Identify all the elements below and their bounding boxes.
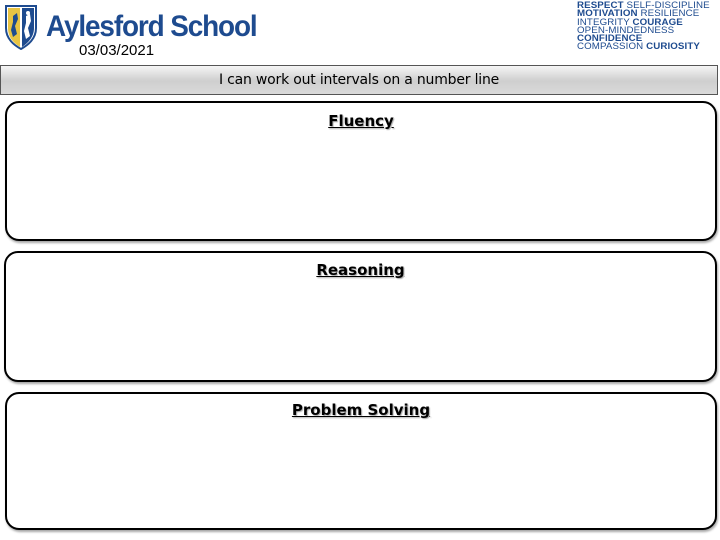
- learning-objective-bar: [0, 65, 718, 95]
- school-values-line: [577, 42, 720, 50]
- fluency-box: [5, 101, 717, 241]
- school-value-text: COMPASSION: [577, 41, 647, 52]
- school-value-text: CONFIDENCE: [577, 33, 643, 44]
- reasoning-heading: Reasoning: [316, 261, 405, 279]
- problem-solving-box: [5, 392, 717, 530]
- school-value-text: CURIOSITY: [646, 41, 700, 52]
- school-value-text: RESILIENCE: [637, 8, 700, 19]
- school-value-text: OPEN-MINDEDNESS: [577, 24, 675, 35]
- school-value-text: MOTIVATION: [577, 8, 638, 19]
- school-value-text: SELF-DISCIPLINE: [623, 0, 710, 10]
- problem-solving-heading: Problem Solving: [291, 401, 431, 419]
- school-value-text: INTEGRITY: [577, 16, 633, 27]
- learning-objective: I can work out intervals on a number line: [218, 72, 500, 88]
- fluency-heading: Fluency: [328, 112, 394, 130]
- school-crest-icon: [4, 4, 38, 50]
- school-name: Aylesford School: [46, 10, 257, 43]
- school-value-text: COURAGE: [632, 16, 683, 27]
- school-values: [577, 1, 719, 51]
- school-value-text: RESPECT: [577, 0, 624, 10]
- reasoning-box: [4, 251, 717, 382]
- lesson-date: 03/03/2021: [79, 42, 155, 59]
